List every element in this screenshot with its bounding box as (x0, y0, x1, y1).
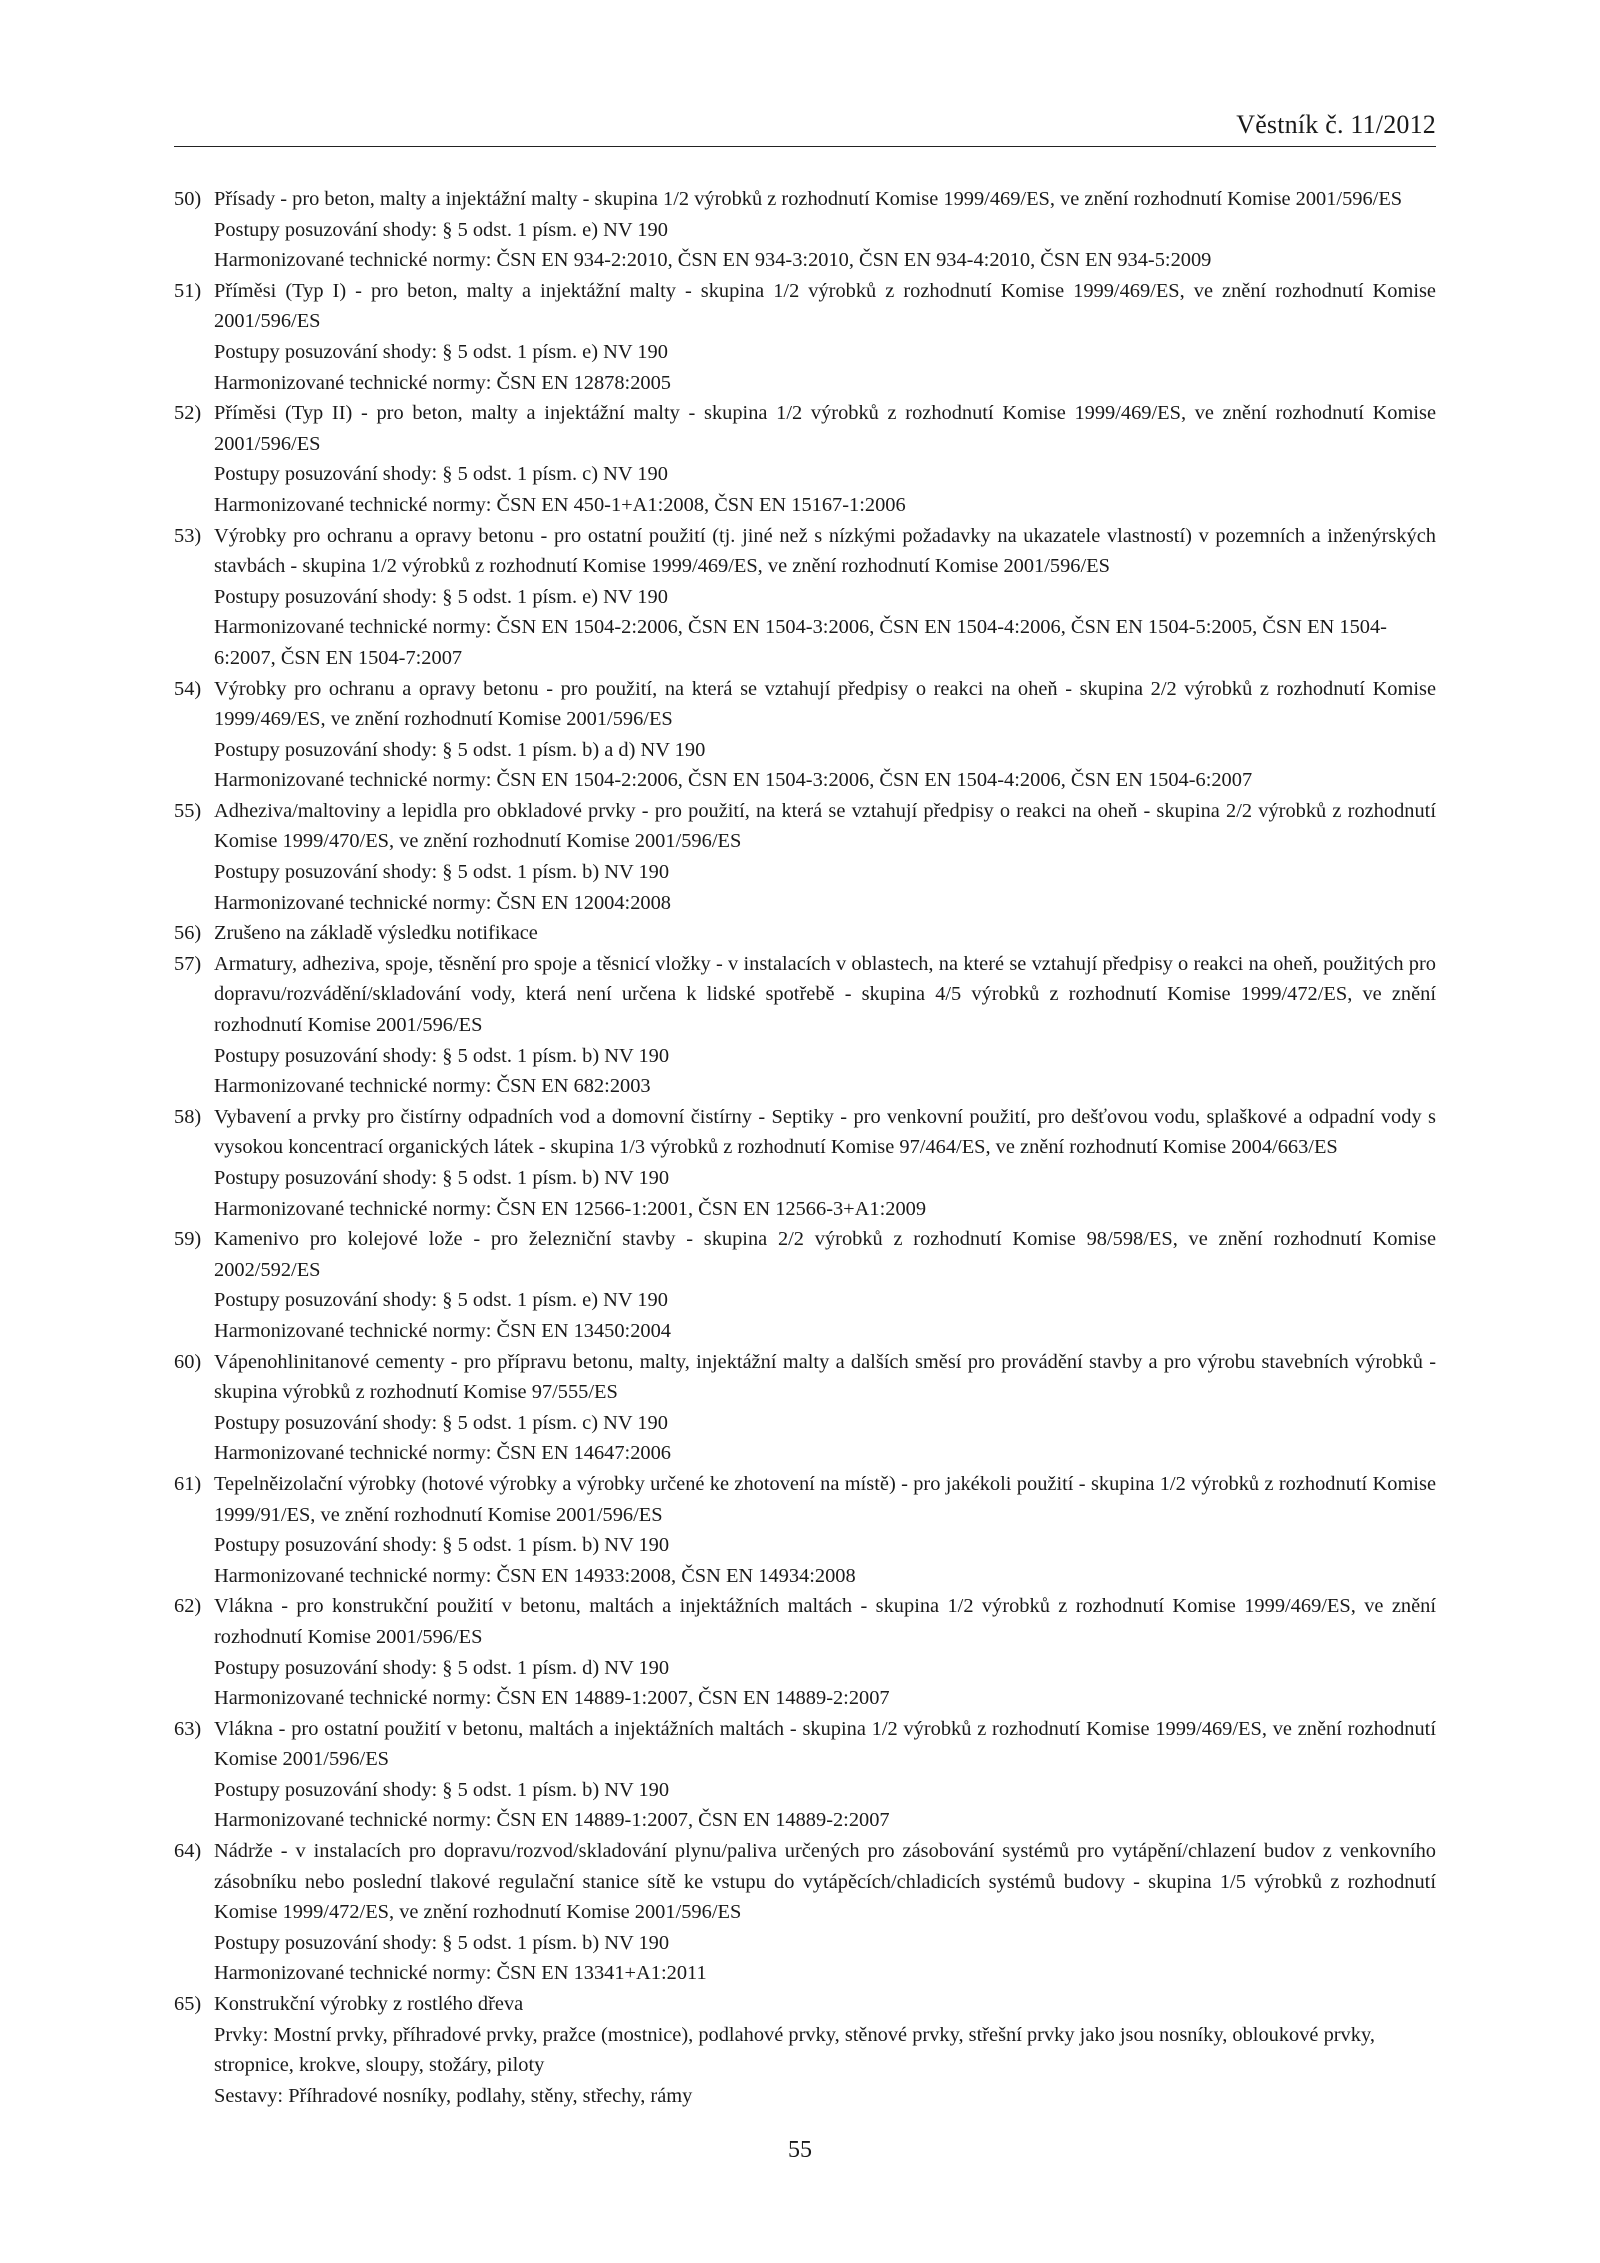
document-body (174, 184, 1436, 2111)
item-number: 62) (174, 1595, 202, 1618)
list-item (174, 674, 1436, 796)
list-item (174, 1347, 1436, 1469)
item-detail-line: Harmonizované technické normy: ČSN EN 1504-2:2006, ČSN EN 1504-3:2006, ČSN EN 1504-4:2006, ČSN EN 1504-6:2007 (214, 769, 1253, 792)
list-item (174, 1989, 1436, 2111)
item-number: 51) (174, 279, 202, 302)
item-detail-line: Harmonizované technické normy: ČSN EN 1504-2:2006, ČSN EN 1504-3:2006, ČSN EN 1504-4:2006, ČSN EN 1504-5:2005, ČSN EN 1504-6:2007, ČSN EN 1504-7:2007 (214, 616, 1387, 669)
item-detail-line: Postupy posuzování shody: § 5 odst. 1 písm. c) NV 190 (214, 463, 668, 486)
list-item (174, 1102, 1436, 1224)
item-title: Tepelněizolační výrobky (hotové výrobky a výrobky určené ke zhotovení na místě) - pro jakékoli použití - skupina 1/2 výrobků z rozhodnutí Komise 1999/91/ES, ve znění rozhodnutí Komise 2001/596/ES (214, 1472, 1436, 1526)
item-title: Vlákna - pro konstrukční použití v betonu, maltách a injektážních maltách - skupina 1/2 výrobků z rozhodnutí Komise 1999/469/ES, ve znění rozhodnutí Komise 2001/596/ES (214, 1595, 1436, 1648)
item-title: Vybavení a prvky pro čistírny odpadních vod a domovní čistírny - Septiky - pro venkovní použití, pro dešťovou vodu, splaškové a odpadní vody s vysokou koncentrací organických látek - skupina 1/3 výrobků z rozhodnutí Komise 97/464/ES, ve znění rozhodnutí Komise 2004/663/ES (214, 1105, 1436, 1159)
list-item (174, 276, 1436, 398)
item-detail-line: Harmonizované technické normy: ČSN EN 14933:2008, ČSN EN 14934:2008 (214, 1564, 856, 1587)
item-number: 58) (174, 1105, 202, 1128)
journal-title: Věstník č. 11/2012 (1236, 110, 1436, 139)
item-title: Příměsi (Typ I) - pro beton, malty a injektážní malty - skupina 1/2 výrobků z rozhodnutí Komise 1999/469/ES, ve znění rozhodnutí Komise 2001/596/ES (214, 279, 1436, 333)
item-detail-line: Postupy posuzování shody: § 5 odst. 1 písm. d) NV 190 (214, 1656, 670, 1679)
item-detail-line: Harmonizované technické normy: ČSN EN 14889-1:2007, ČSN EN 14889-2:2007 (214, 1809, 890, 1832)
item-title: Konstrukční výrobky z rostlého dřeva (214, 1993, 524, 2016)
item-detail-line: Sestavy: Příhradové nosníky, podlahy, stěny, střechy, rámy (214, 2084, 693, 2107)
item-detail-line: Postupy posuzování shody: § 5 odst. 1 písm. b) NV 190 (214, 1778, 670, 1801)
item-detail-line: Harmonizované technické normy: ČSN EN 13341+A1:2011 (214, 1962, 707, 1985)
item-number: 55) (174, 799, 202, 822)
item-title: Příměsi (Typ II) - pro beton, malty a injektážní malty - skupina 1/2 výrobků z rozhodnutí Komise 1999/469/ES, ve znění rozhodnutí Komise 2001/596/ES (214, 402, 1436, 455)
item-number: 60) (174, 1350, 202, 1373)
item-number: 63) (174, 1717, 202, 1740)
item-title: Adheziva/maltoviny a lepidla pro obkladové prvky - pro použití, na která se vztahují předpisy o reakci na oheň - skupina 2/2 výrobků z rozhodnutí Komise 1999/470/ES, ve znění rozhodnutí Komise 2001/596/ES (214, 799, 1436, 853)
item-detail-line: Postupy posuzování shody: § 5 odst. 1 písm. b) NV 190 (214, 1931, 670, 1954)
item-detail-line: Postupy posuzování shody: § 5 odst. 1 písm. b) NV 190 (214, 1044, 670, 1067)
item-title: Přísady - pro beton, malty a injektážní malty - skupina 1/2 výrobků z rozhodnutí Komise 1999/469/ES, ve znění rozhodnutí Komise 2001/596/ES (214, 188, 1403, 210)
list-item (174, 1224, 1436, 1346)
item-detail-line: Prvky: Mostní prvky, příhradové prvky, pražce (mostnice), podlahové prvky, stěnové prvky, střešní prvky jako jsou nosníky, obloukové prvky, stropnice, krokve, sloupy, stožáry, piloty (214, 2023, 1375, 2077)
item-title: Armatury, adheziva, spoje, těsnění pro spoje a těsnicí vložky - v instalacích v oblastech, na které se vztahují předpisy o reakci na oheň, použitých pro dopravu/rozvádění/skladování vody, která není určena k lidské spotřebě - skupina 4/5 výrobků z rozhodnutí Komise 1999/472/ES, ve znění rozhodnutí Komise 2001/596/ES (214, 952, 1436, 1037)
list-item (174, 184, 1436, 276)
item-detail-line: Harmonizované technické normy: ČSN EN 14647:2006 (214, 1442, 671, 1465)
item-detail-line: Postupy posuzování shody: § 5 odst. 1 písm. e) NV 190 (214, 1289, 668, 1312)
page-number: 55 (788, 2137, 812, 2163)
list-item (174, 1714, 1436, 1836)
item-detail-line: Harmonizované technické normy: ČSN EN 682:2003 (214, 1075, 651, 1098)
item-detail-line: Harmonizované technické normy: ČSN EN 12004:2008 (214, 891, 671, 914)
item-detail-line: Postupy posuzování shody: § 5 odst. 1 písm. e) NV 190 (214, 218, 668, 241)
item-number: 54) (174, 677, 202, 700)
list-item (174, 918, 1436, 949)
item-detail-line: Harmonizované technické normy: ČSN EN 12566-1:2001, ČSN EN 12566-3+A1:2009 (214, 1197, 927, 1220)
item-detail-line: Postupy posuzování shody: § 5 odst. 1 písm. b) NV 190 (214, 1167, 670, 1189)
list-item (174, 521, 1436, 674)
item-title: Vlákna - pro ostatní použití v betonu, maltách a injektážních maltách - skupina 1/2 výrobků z rozhodnutí Komise 1999/469/ES, ve znění rozhodnutí Komise 2001/596/ES (214, 1717, 1436, 1771)
list-item (174, 1591, 1436, 1713)
item-detail-line: Postupy posuzování shody: § 5 odst. 1 písm. b) NV 190 (214, 1534, 670, 1557)
item-detail-line: Harmonizované technické normy: ČSN EN 934-2:2010, ČSN EN 934-3:2010, ČSN EN 934-4:2010, ČSN EN 934-5:2009 (214, 249, 1212, 272)
item-detail-line: Postupy posuzování shody: § 5 odst. 1 písm. e) NV 190 (214, 340, 668, 363)
list-item (174, 1836, 1436, 1989)
list-item (174, 1469, 1436, 1591)
item-detail-line: Postupy posuzování shody: § 5 odst. 1 písm. b) NV 190 (214, 861, 670, 884)
item-title: Kamenivo pro kolejové lože - pro železniční stavby - skupina 2/2 výrobků z rozhodnutí Komise 98/598/ES, ve znění rozhodnutí Komise 2002/592/ES (214, 1228, 1436, 1281)
item-number: 64) (174, 1840, 202, 1863)
item-number: 61) (174, 1472, 202, 1495)
item-detail-line: Harmonizované technické normy: ČSN EN 14889-1:2007, ČSN EN 14889-2:2007 (214, 1687, 890, 1710)
item-number: 65) (174, 1993, 202, 2016)
item-detail-line: Postupy posuzování shody: § 5 odst. 1 písm. b) a d) NV 190 (214, 738, 706, 761)
item-number: 59) (174, 1228, 202, 1251)
page-header (174, 108, 1436, 147)
item-detail-line: Postupy posuzování shody: § 5 odst. 1 písm. e) NV 190 (214, 585, 668, 608)
item-number: 50) (174, 188, 202, 210)
item-detail-line: Harmonizované technické normy: ČSN EN 13450:2004 (214, 1319, 671, 1342)
item-detail-line: Harmonizované technické normy: ČSN EN 12878:2005 (214, 371, 671, 394)
item-title: Výrobky pro ochranu a opravy betonu - pro ostatní použití (tj. jiné než s nízkými požadavky na ukazatele vlastností) v pozemních a inženýrských stavbách - skupina 1/2 výrobků z rozhodnutí Komise 1999/469/ES, ve znění rozhodnutí Komise 2001/596/ES (214, 524, 1436, 578)
item-number: 56) (174, 922, 202, 945)
list-item (174, 796, 1436, 918)
item-number: 57) (174, 952, 202, 975)
list-item (174, 398, 1436, 520)
item-detail-line: Postupy posuzování shody: § 5 odst. 1 písm. c) NV 190 (214, 1411, 668, 1434)
item-title: Výrobky pro ochranu a opravy betonu - pro použití, na která se vztahují předpisy o reakci na oheň - skupina 2/2 výrobků z rozhodnutí Komise 1999/469/ES, ve znění rozhodnutí Komise 2001/596/ES (214, 677, 1436, 731)
item-title: Zrušeno na základě výsledku notifikace (214, 922, 538, 945)
item-title: Nádrže - v instalacích pro dopravu/rozvod/skladování plynu/paliva určených pro zásobování systémů pro vytápění/chlazení budov z venkovního zásobníku nebo poslední tlakové regulační stanice sítě ke vstupu do vytápěcích/chladicích systémů budovy - skupina 1/5 výrobků z rozhodnutí Komise 1999/472/ES, ve znění rozhodnutí Komise 2001/596/ES (214, 1840, 1436, 1924)
list-item (174, 949, 1436, 1102)
item-title: Vápenohlinitanové cementy - pro přípravu betonu, malty, injektážní malty a dalších směsí pro provádění stavby a pro výrobu stavebních výrobků - skupina výrobků z rozhodnutí Komise 97/555/ES (214, 1350, 1436, 1404)
item-detail-line: Harmonizované technické normy: ČSN EN 450-1+A1:2008, ČSN EN 15167-1:2006 (214, 493, 906, 516)
item-number: 52) (174, 402, 202, 425)
item-number: 53) (174, 524, 202, 547)
